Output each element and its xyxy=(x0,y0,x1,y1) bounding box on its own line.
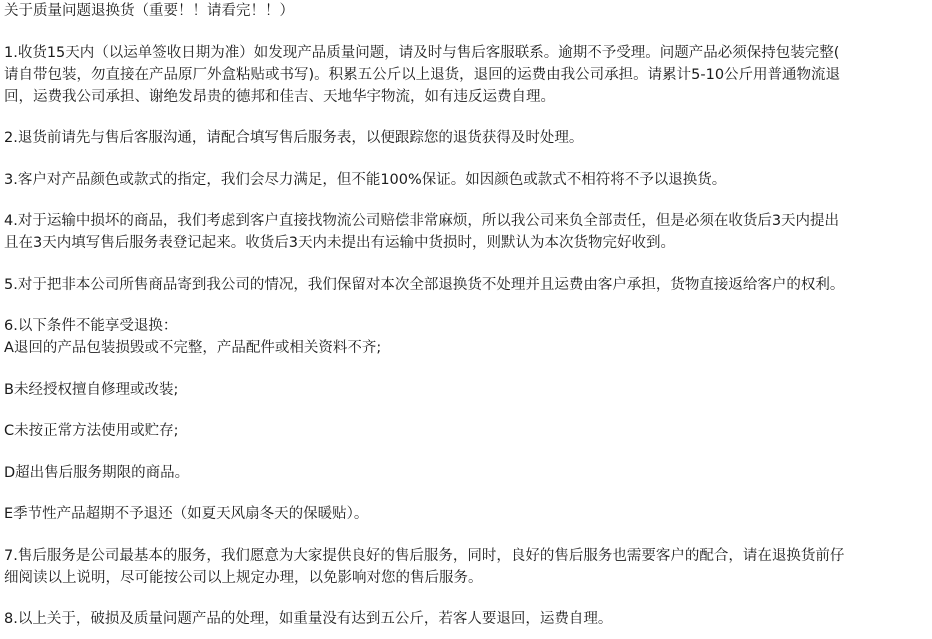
paragraph-line: 请自带包装，勿直接在产品原厂外盒粘贴或书写)。积累五公斤以上退货，退回的运费由我公司承担。请累计5-10公斤用普通物流退 xyxy=(4,66,841,83)
condition-c: C未按正常方法使用或贮存; xyxy=(4,423,179,439)
condition-b: B未经授权擅自修理或改装; xyxy=(4,381,179,398)
condition-d: D超出售后服务期限的商品。 xyxy=(4,464,190,481)
paragraph-line: 5.对于把非本公司所售商品寄到我公司的情况，我们保留对本次全部退换货不处理并且运费由客户承担，货物直接返给客户的权利。 xyxy=(4,276,845,293)
paragraph-3 xyxy=(4,169,930,191)
paragraph-7 xyxy=(4,545,930,589)
conditions-heading: 6.以下条件不能享受退换： xyxy=(4,318,178,334)
condition-e: E季节性产品超期不予退还（如夏天风扇冬天的保暖贴）。 xyxy=(4,506,369,522)
paragraph-4 xyxy=(4,210,930,254)
paragraph-1 xyxy=(4,42,930,108)
paragraph-line: 4.对于运输中损坏的商品，我们考虑到客户直接找物流公司赔偿非常麻烦，所以我公司来负全部责任，但是必须在收货后3天内提出 xyxy=(4,213,840,229)
paragraph-line: 细阅读以上说明，尽可能按公司以上规定办理，以免影响对您的售后服务。 xyxy=(4,569,483,586)
paragraph-2 xyxy=(4,127,930,149)
paragraph-line: 回，运费我公司承担、谢绝发昂贵的德邦和佳吉、天地华宇物流，如有违反运费自理。 xyxy=(4,88,555,105)
paragraph-line: 3.客户对产品颜色或款式的指定，我们会尽力满足，但不能100%保证。如因颜色或款式不相符将不予以退换货。 xyxy=(4,171,727,188)
condition-a: A退回的产品包装损毁或不完整，产品配件或相关资料不齐; xyxy=(4,340,382,356)
paragraph-line: 8.以上关于，破损及质量问题产品的处理，如重量没有达到五公斤，若客人要退回，运费自理。 xyxy=(4,611,613,627)
document-title: 关于质量问题退换货（重要！！请看完！！） xyxy=(4,3,294,19)
paragraph-line: 7.售后服务是公司最基本的服务，我们愿意为大家提供良好的售后服务，同时，良好的售后服务也需要客户的配合，请在退换货前仔 xyxy=(4,547,845,564)
paragraph-8 xyxy=(4,608,930,630)
paragraph-line: 2.退货前请先与售后客服沟通，请配合填写售后服务表，以便跟踪您的退货获得及时处理。 xyxy=(4,130,584,146)
paragraph-line: 1.收货15天内（以运单签收日期为准）如发现产品质量问题，请及时与售后客服联系。逾期不予受理。问题产品必须保持包装完整( xyxy=(4,44,840,61)
paragraph-5 xyxy=(4,274,930,296)
paragraph-line: 且在3天内填写售后服务表登记起来。收货后3天内未提出有运输中货损时，则默认为本次货物完好收到。 xyxy=(4,235,675,251)
paragraph-6 xyxy=(4,315,930,525)
